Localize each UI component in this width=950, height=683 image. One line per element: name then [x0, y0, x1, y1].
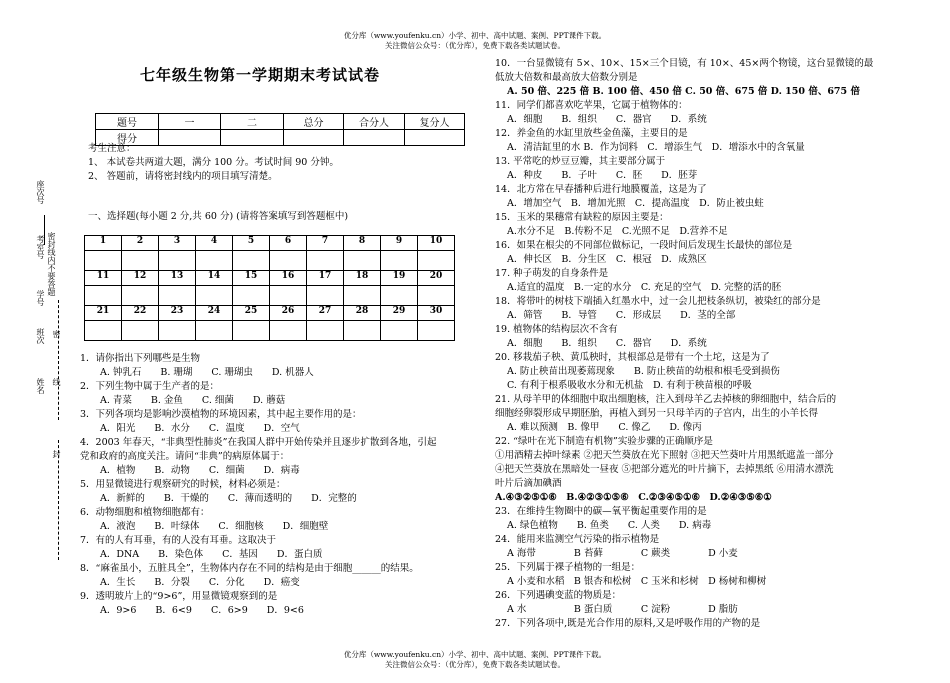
- question-options: A．9>6 B．6<9 C．6>9 D．9<6: [100, 605, 304, 616]
- score-row-label: 得分: [96, 130, 159, 146]
- seal-feng-char: 封: [52, 450, 61, 458]
- answer-cell[interactable]: [85, 286, 122, 306]
- question-options: A．生长 B．分裂 C．分化 D．癌变: [100, 577, 300, 588]
- question-options: A．新鲜的 B．干燥的 C．薄而透明的 D．完整的: [100, 493, 357, 504]
- question-text: 7．有的人有耳垂，有的人没有耳垂。这取决于: [80, 535, 277, 546]
- answer-cell[interactable]: [196, 251, 233, 271]
- question-options: A 小麦和水稻 B 银杏和松树 C 玉米和杉树 D 杨树和柳树: [507, 576, 767, 587]
- score-table: [95, 113, 465, 146]
- section-heading: 一、选择题(每小题 2 分,共 60 分) (请将答案填写到答题框中): [88, 211, 349, 222]
- answer-cell[interactable]: [270, 286, 307, 306]
- question-options: A．阳光 B．水分 C．温度 D．空气: [100, 423, 300, 434]
- seal-line-warning: 密封线内不要答题: [47, 232, 56, 296]
- seal-line: [58, 440, 60, 560]
- question-text: 23．在维持生物圈中的碳—氧平衡起重要作用的是: [495, 506, 707, 517]
- question-text: 12．养金鱼的水缸里放些金鱼藻，主要目的是: [495, 128, 688, 139]
- left-questions: [80, 352, 490, 618]
- question-options: A.④③②⑤①⑥ B.④②③①⑤⑥ C.②③④⑤①⑥ D.②④③⑤⑥①: [495, 492, 772, 503]
- seal-seat-label: 座次号: [36, 180, 45, 204]
- answer-number: 30: [418, 306, 455, 321]
- seal-exam-room-label: 考室号: [36, 235, 45, 259]
- answer-cell[interactable]: [233, 321, 270, 341]
- question-options: A．筛管 B．导管 C．形成层 D．茎的全部: [507, 310, 736, 321]
- question-text: 党和政府的高度关注。请问“非典”的病原体属于：: [80, 451, 290, 462]
- score-cell[interactable]: [159, 130, 221, 146]
- score-header: 二: [221, 114, 284, 130]
- question-text: 26．下列遇碘变蓝的物质是：: [495, 590, 622, 601]
- answer-cell[interactable]: [233, 286, 270, 306]
- right-questions: [495, 57, 940, 631]
- question-options: A．增加空气 B．增加光照 C．提高温度 D．防止被虫蛀: [507, 198, 764, 209]
- question-text: 17. 种子萌发的自身条件是: [495, 268, 609, 279]
- score-cell[interactable]: [221, 130, 284, 146]
- question-text: 9．透明玻片上的“9>6”，用显微镜观察到的是: [80, 591, 278, 602]
- score-header: 一: [159, 114, 221, 130]
- question-text: 20. 移栽茄子秧、黄瓜秧时，其根部总是带有一个土坨，这是为了: [495, 352, 770, 363]
- answer-number: 13: [159, 271, 196, 286]
- question-options: A. 钟乳石 B. 珊瑚 C. 珊瑚虫 D. 机器人: [100, 367, 314, 378]
- answer-cell[interactable]: [344, 251, 381, 271]
- question-text: 叶片后滴加碘酒: [495, 478, 562, 489]
- answer-cell[interactable]: [85, 321, 122, 341]
- answer-number: 18: [344, 271, 381, 286]
- answer-cell[interactable]: [159, 286, 196, 306]
- answer-cell[interactable]: [122, 251, 159, 271]
- answer-number: 28: [344, 306, 381, 321]
- seal-class-label: 班次: [36, 328, 45, 344]
- question-text: 1．请你指出下列哪些是生物: [80, 353, 201, 364]
- answer-cell[interactable]: [85, 251, 122, 271]
- question-options: A. 50 倍、225 倍 B. 100 倍、450 倍 C. 50 倍、675 倍 D. 150 倍、675 倍: [507, 86, 860, 97]
- question-options: A.适宜的温度 B.一定的水分 C. 充足的空气 D. 完整的活的胚: [507, 282, 782, 293]
- answer-cell[interactable]: [122, 286, 159, 306]
- question-text: 18．将带叶的树枝下端插入红墨水中，过一会儿把枝条纵切，被染红的部分是: [495, 296, 821, 307]
- answer-number: 11: [85, 271, 122, 286]
- question-text: 低放大倍数和最高放大倍数分别是: [495, 72, 638, 83]
- question-text: 24．能用来监测空气污染的指示植物是: [495, 534, 660, 545]
- question-text: 4．2003 年春天，“非典型性肺炎”在我国人群中开始传染并且逐步扩散到各地，引起: [80, 437, 437, 448]
- answer-cell[interactable]: [196, 286, 233, 306]
- answer-number: 15: [233, 271, 270, 286]
- answer-number: 27: [307, 306, 344, 321]
- question-text: 19. 植物体的结构层次不含有: [495, 324, 618, 335]
- score-cell[interactable]: [405, 130, 465, 146]
- answer-cell[interactable]: [344, 321, 381, 341]
- question-text: 13. 平常吃的炒豆豆瓣，其主要部分属于: [495, 156, 666, 167]
- answer-number: 2: [122, 236, 159, 251]
- answer-cell[interactable]: [270, 251, 307, 271]
- question-options: A.水分不足 B.传粉不足 C.光照不足 D.营养不足: [507, 226, 728, 237]
- question-text: 22. “绿叶在光下制造有机物”实验步骤的正确顺序是: [495, 436, 713, 447]
- question-options: A．清洁缸里的水 B．作为饲料 C．增添生气 D．增添水中的含氧量: [507, 142, 805, 153]
- question-options: A．液泡 B．叶绿体 C．细胞核 D．细胞壁: [100, 521, 329, 532]
- question-text: 10．一台显微镜有 5×、10×、15×三个目镜，有 10×、45×两个物镜，这台显微镜的最: [495, 58, 874, 69]
- question-text: 14．北方常在早春播种后进行地膜覆盖，这是为了: [495, 184, 707, 195]
- score-header: 题号: [96, 114, 159, 130]
- question-text: 5．用显微镜进行观察研究的时候，材料必须是：: [80, 479, 286, 490]
- answer-number: 19: [381, 271, 418, 286]
- question-text: 21. 从母羊甲的体细胞中取出细胞核，注入到母羊乙去掉核的卵细胞中，结合后的: [495, 394, 837, 405]
- question-text: 25．下列属于裸子植物的一组是：: [495, 562, 641, 573]
- notes-heading: 考生注意：: [88, 143, 136, 154]
- answer-cell[interactable]: [307, 251, 344, 271]
- question-text: 27．下列各项中,既是光合作用的原料,又是呼吸作用的产物的是: [495, 618, 761, 629]
- answer-number: 6: [270, 236, 307, 251]
- footer-line-2: 关注微信公众号：（优分库），免费下载各类试题试卷。: [385, 660, 565, 669]
- page-title: 七年级生物第一学期期末考试试卷: [140, 66, 381, 84]
- question-options: A 水 B 蛋白质 C 淀粉 D 脂肪: [507, 604, 738, 615]
- question-text: ④把天竺葵放在黑暗处一昼夜 ⑤把部分遮光的叶片摘下，去掉黑纸 ⑥用清水漂洗: [495, 464, 834, 475]
- question-text: ①用酒精去掉叶绿素 ②把天竺葵放在光下照射 ③把天竺葵叶片用黑纸遮盖一部分: [495, 450, 834, 461]
- answer-cell[interactable]: [270, 321, 307, 341]
- answer-number: 25: [233, 306, 270, 321]
- answer-number: 24: [196, 306, 233, 321]
- answer-cell[interactable]: [196, 321, 233, 341]
- answer-cell[interactable]: [381, 321, 418, 341]
- question-options: A．DNA B．染色体 C．基因 D．蛋白质: [100, 549, 323, 560]
- question-text: 2．下列生物中属于生产者的是：: [80, 381, 220, 392]
- seal-student-no-label: 学号: [36, 290, 45, 306]
- answer-cell[interactable]: [418, 251, 455, 271]
- seal-mi-char: 密: [52, 330, 61, 338]
- answer-grid: [84, 235, 455, 341]
- answer-cell[interactable]: [307, 286, 344, 306]
- score-cell[interactable]: [284, 130, 344, 146]
- answer-number: 8: [344, 236, 381, 251]
- answer-number: 23: [159, 306, 196, 321]
- question-options: A．伸长区 B．分生区 C．根冠 D．成熟区: [507, 254, 707, 265]
- answer-cell[interactable]: [418, 286, 455, 306]
- answer-cell[interactable]: [381, 286, 418, 306]
- question-options: A 海带 B 苔藓 C 蕨类 D 小麦: [507, 548, 738, 559]
- answer-number: 5: [233, 236, 270, 251]
- answer-cell[interactable]: [159, 251, 196, 271]
- footer-line-1: 优分库（www.youfenku.cn）小学、初中、高中试题、案例、PPT课件下载。: [343, 650, 607, 659]
- seal-xian-char: 线: [52, 378, 61, 386]
- answer-number: 16: [270, 271, 307, 286]
- answer-cell[interactable]: [418, 321, 455, 341]
- answer-number: 10: [418, 236, 455, 251]
- answer-number: 26: [270, 306, 307, 321]
- question-options: A. 防止秧苗出现萎蔫现象 B. 防止秧苗的幼根和根毛受到损伤: [507, 366, 780, 377]
- question-text: 15．玉米的果穗常有缺粒的原因主要是：: [495, 212, 669, 223]
- answer-number: 1: [85, 236, 122, 251]
- answer-number: 17: [307, 271, 344, 286]
- question-text: 11．同学们都喜欢吃苹果，它属于植物体的：: [495, 100, 688, 111]
- answer-number: 4: [196, 236, 233, 251]
- answer-cell[interactable]: [159, 321, 196, 341]
- question-options: C. 有利于根系吸收水分和无机盐 D. 有利于秧苗根的呼吸: [507, 380, 752, 391]
- header-line-2: 关注微信公众号：（优分库），免费下载各类试题试卷。: [385, 41, 565, 50]
- question-options: A．细胞 B．组织 C．器官 D．系统: [507, 114, 707, 125]
- note-1: 1、 本试卷共两道大题，满分 100 分。考试时间 90 分钟。: [88, 157, 339, 168]
- answer-cell[interactable]: [381, 251, 418, 271]
- answer-cell[interactable]: [307, 321, 344, 341]
- question-options: A. 难以预测 B. 像甲 C. 像乙 D. 像丙: [507, 422, 702, 433]
- question-text: 3．下列各项均是影响沙漠植物的环境因素，其中起主要作用的是：: [80, 409, 362, 420]
- question-options: A．植物 B．动物 C．细菌 D．病毒: [100, 465, 300, 476]
- answer-number: 9: [381, 236, 418, 251]
- answer-number: 3: [159, 236, 196, 251]
- question-text: 8．“麻雀虽小，五脏具全”，生物体内存在不同的结构是由于细胞______的结果。: [80, 563, 419, 574]
- question-text: 16．如果在根尖的不同部位做标记，一段时间后发现生长最快的部位是: [495, 240, 793, 251]
- score-header: 复分人: [405, 114, 465, 130]
- answer-cell[interactable]: [233, 251, 270, 271]
- question-options: A．种皮 B．子叶 C．胚 D．胚芽: [507, 170, 698, 181]
- answer-number: 12: [122, 271, 159, 286]
- score-header: 合分人: [344, 114, 405, 130]
- score-cell[interactable]: [344, 130, 405, 146]
- answer-cell[interactable]: [122, 321, 159, 341]
- answer-number: 29: [381, 306, 418, 321]
- answer-number: 14: [196, 271, 233, 286]
- answer-number: 22: [122, 306, 159, 321]
- question-options: A. 绿色植物 B. 鱼类 C. 人类 D. 病毒: [507, 520, 712, 531]
- seal-line: [58, 300, 60, 420]
- seal-name-label: 姓名: [36, 378, 45, 394]
- question-options: A．细胞 B．组织 C．器官 D．系统: [507, 338, 707, 349]
- header-line-1: 优分库（www.youfenku.cn）小学、初中、高中试题、案例、PPT课件下载。: [343, 31, 607, 40]
- question-text: 6．动物细胞和植物细胞都有：: [80, 507, 210, 518]
- answer-number: 21: [85, 306, 122, 321]
- answer-cell[interactable]: [344, 286, 381, 306]
- note-2: 2、 答题前，请将密封线内的项目填写清楚。: [88, 171, 278, 182]
- question-options: A. 青菜 B. 金鱼 C. 细菌 D. 蘑菇: [100, 395, 286, 406]
- score-header: 总分: [284, 114, 344, 130]
- answer-number: 7: [307, 236, 344, 251]
- answer-number: 20: [418, 271, 455, 286]
- question-text: 细胞经卵裂形成早期胚胎，再植入到另一只母羊丙的子宫内，出生的小羊长得: [495, 408, 819, 419]
